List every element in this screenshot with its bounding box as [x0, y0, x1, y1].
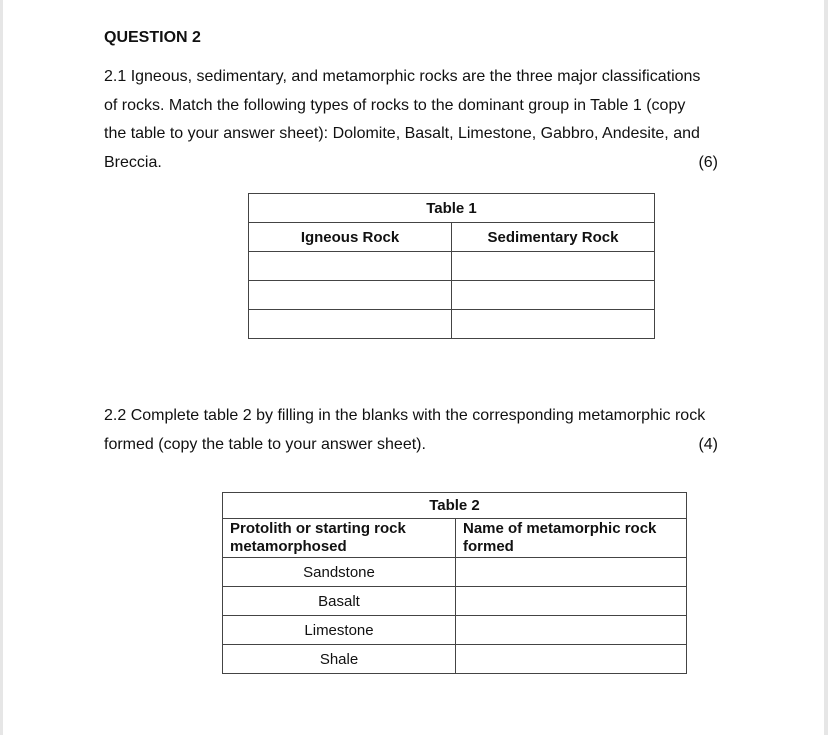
question-2-2-text [104, 402, 718, 459]
table-row [249, 252, 655, 281]
table-2 [222, 492, 687, 674]
table-2-protolith-cell: Shale [223, 645, 456, 674]
table-2-answer-cell [456, 558, 687, 587]
table-2-answer-cell [456, 587, 687, 616]
table-1-cell [249, 281, 452, 310]
table-1-cell [249, 310, 452, 339]
page-edge-left [0, 0, 3, 735]
table-1-header-sedimentary: Sedimentary Rock [452, 223, 655, 252]
q21-last-line [104, 149, 718, 178]
table-1-caption: Table 1 [249, 194, 655, 223]
table-1-cell [249, 252, 452, 281]
table-row [249, 281, 655, 310]
table-2-answer-cell [456, 645, 687, 674]
question-title: QUESTION 2 [104, 29, 201, 46]
table-row [223, 587, 687, 616]
table-1-cell [452, 310, 655, 339]
table-2-protolith-cell: Limestone [223, 616, 456, 645]
table-row [223, 616, 687, 645]
table-2-caption: Table 2 [223, 493, 687, 519]
q21-line-2: of rocks. Match the following types of rocks to the dominant group in Table 1 (copy [104, 96, 686, 114]
table-2-header-metamorphic: Name of metamorphic rock formed [456, 519, 687, 558]
question-2-1-text [104, 63, 718, 177]
page-edge-right [824, 0, 828, 735]
table-1-cell [452, 281, 655, 310]
table-1 [248, 193, 655, 339]
q22-last-line [104, 431, 718, 460]
table-1-cell [452, 252, 655, 281]
table-2-header-protolith: Protolith or starting rock metamorphosed [223, 519, 456, 558]
table-2-answer-cell [456, 616, 687, 645]
table-2-protolith-cell: Basalt [223, 587, 456, 616]
table-row [249, 310, 655, 339]
q21-line-4: Breccia. [104, 153, 162, 171]
q22-marks: (4) [698, 435, 718, 453]
table-2-protolith-cell: Sandstone [223, 558, 456, 587]
q21-line-3: the table to your answer sheet): Dolomite, Basalt, Limestone, Gabbro, Andesite, and [104, 125, 700, 142]
table-1-header-igneous: Igneous Rock [249, 223, 452, 252]
q22-line-2: formed (copy the table to your answer sheet). [104, 435, 426, 453]
q22-line-1: 2.2 Complete table 2 by filling in the blanks with the corresponding metamorphic rock [104, 407, 706, 424]
q21-marks: (6) [698, 153, 718, 171]
table-row [223, 558, 687, 587]
table-row [223, 645, 687, 674]
q21-line-1: 2.1 Igneous, sedimentary, and metamorphic rocks are the three major classifications [104, 68, 701, 85]
